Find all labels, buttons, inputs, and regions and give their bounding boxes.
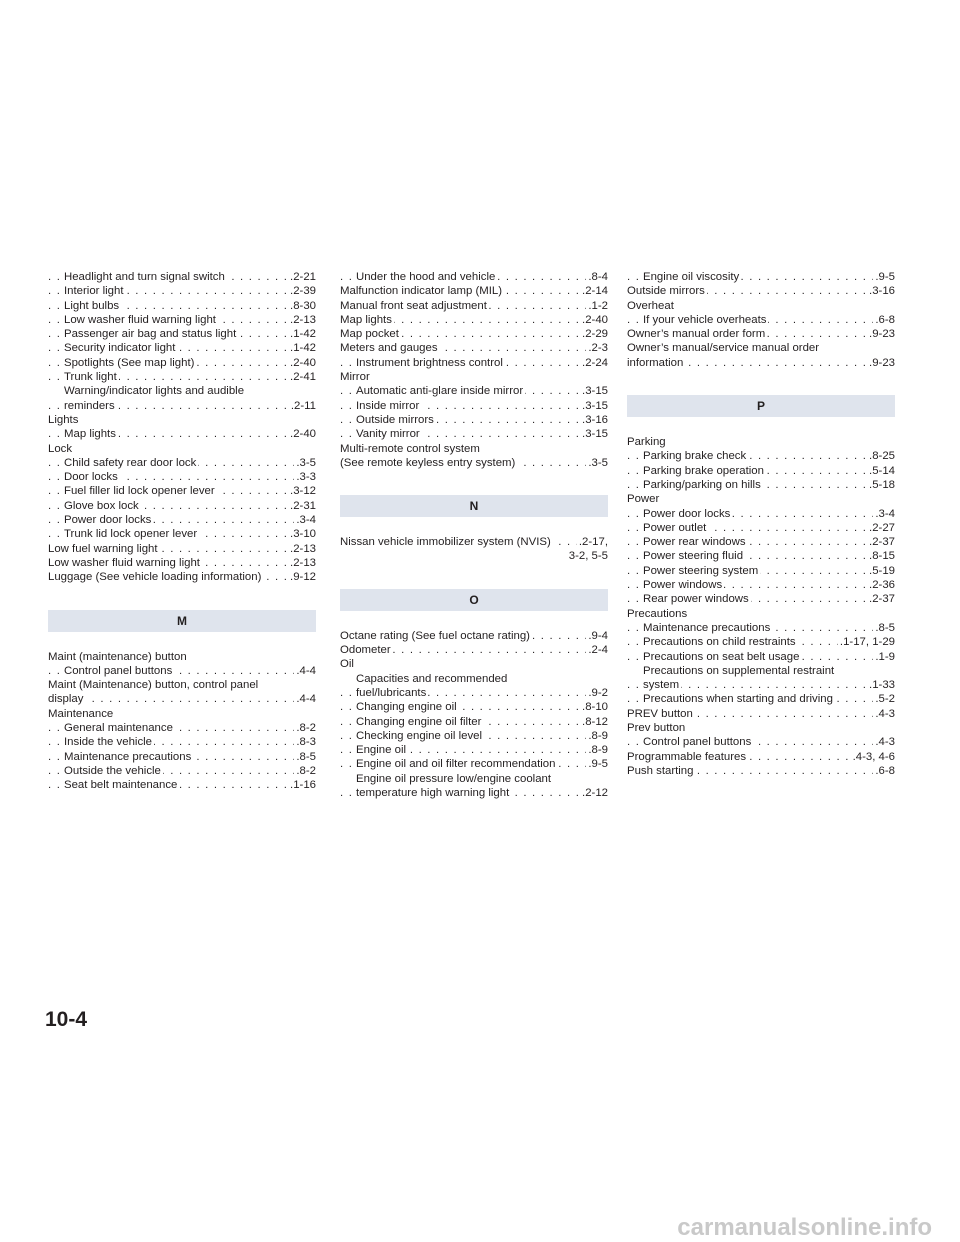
- index-entry: [340, 757, 608, 771]
- index-entry-page: .5-19: [869, 564, 895, 577]
- index-entry-text: Parking brake operation: [643, 464, 764, 477]
- index-entry-page: .2-3: [588, 342, 608, 355]
- index-entry-text: Maintenance precautions: [643, 621, 771, 634]
- index-entry-text: display: [48, 693, 84, 706]
- index-entry: [48, 484, 316, 498]
- index-entry: [627, 764, 895, 778]
- index-entry: [340, 341, 608, 355]
- index-entry-text: Map lights: [64, 428, 116, 441]
- index-entry-page: .2-17,: [578, 536, 608, 549]
- index-entry: [48, 341, 316, 355]
- index-entry-page: .4-3: [875, 707, 895, 720]
- index-entry: [627, 678, 895, 692]
- index-entry-page: .9-23: [869, 328, 895, 341]
- index-entry-page: .8-25: [869, 450, 895, 463]
- index-entry: [340, 686, 608, 700]
- index-entry: [340, 715, 608, 729]
- index-heading: Maint (Maintenance) button, control panel: [48, 679, 259, 692]
- index-entry-text: Programmable features: [627, 750, 747, 763]
- index-entry: [340, 729, 608, 743]
- index-entry: [48, 764, 316, 778]
- index-heading: Warning/indicator lights and audible: [64, 385, 245, 398]
- index-entry: [48, 778, 316, 792]
- index-entry-text: Seat belt maintenance: [64, 779, 178, 792]
- index-entry: [340, 384, 608, 398]
- index-entry-page: .1-9: [875, 650, 895, 663]
- index-entry-page: .3-4: [296, 514, 316, 527]
- index-entry-text: Precautions on seat belt usage: [643, 650, 800, 663]
- index-entry: [340, 327, 608, 341]
- index-entry-text: Engine oil: [356, 744, 407, 757]
- index-entry-page: .8-5: [296, 750, 316, 763]
- index-entry-text: (See remote keyless entry system): [340, 456, 516, 469]
- index-entry: [627, 284, 895, 298]
- index-entry-page: .6-8: [875, 313, 895, 326]
- index-heading: Parking: [627, 436, 666, 449]
- index-entry-text: Power door locks: [643, 507, 731, 520]
- index-entry: [48, 735, 316, 749]
- index-entry: [48, 750, 316, 764]
- index-entry-page: .3-10: [290, 528, 316, 541]
- index-entry-text: Power windows: [643, 579, 723, 592]
- index-entry: [340, 413, 608, 427]
- index-entry-text: Vanity mirror: [356, 428, 420, 441]
- index-entry-text: Push starting: [627, 764, 694, 777]
- index-entry: [48, 313, 316, 327]
- index-heading: Owner’s manual/service manual order: [627, 342, 820, 355]
- index-entry-page: .2-13: [290, 542, 316, 555]
- index-entry: [48, 356, 316, 370]
- index-entry-text: Control panel buttons: [64, 664, 173, 677]
- index-heading: Capacities and recommended: [356, 672, 508, 685]
- index-heading: Oil: [340, 658, 354, 671]
- index-entry: [627, 327, 895, 341]
- index-entry-text: Security indicator light: [64, 342, 176, 355]
- index-entry: [48, 664, 316, 678]
- index-heading: Precautions on supplemental restraint: [643, 664, 835, 677]
- index-entry-page: .9-12: [290, 571, 316, 584]
- index-heading: Precautions: [627, 607, 688, 620]
- index-entry-page-continuation: 3-2, 5-5: [568, 550, 608, 563]
- index-entry-text: Child safety rear door lock: [64, 456, 197, 469]
- index-entry-text: If your vehicle overheats: [643, 313, 767, 326]
- index-entry-page: .3-5: [296, 456, 316, 469]
- index-entry-page: .8-2: [296, 722, 316, 735]
- index-entry-text: Luggage (See vehicle loading information): [48, 571, 262, 584]
- index-entry-page: .2-39: [290, 285, 316, 298]
- index-entry: [48, 284, 316, 298]
- index-entry-page: .2-37: [869, 593, 895, 606]
- index-entry-page: .2-40: [582, 313, 608, 326]
- index-entry: [627, 535, 895, 549]
- index-entry-text: PREV button: [627, 707, 693, 720]
- index-entry-text: temperature high warning light: [356, 787, 510, 800]
- index-entry-text: Precautions when starting and driving: [643, 693, 833, 706]
- index-entry-page: .2-21: [290, 271, 316, 283]
- index-entry-page: .8-30: [290, 299, 316, 312]
- index-entry: [340, 743, 608, 757]
- index-entry: [627, 621, 895, 635]
- index-entry-text: Trunk lid lock opener lever: [64, 528, 198, 541]
- index-entry-page: .2-12: [582, 787, 608, 800]
- index-entry: [48, 427, 316, 441]
- index-entry-page: .5-2: [875, 693, 895, 706]
- index-entry-page: .2-29: [582, 328, 608, 341]
- index-heading: Lights: [48, 413, 79, 426]
- index-entry: [627, 356, 895, 370]
- index-entry-text: Inside mirror: [356, 399, 420, 412]
- index-entry-page: .5-14: [869, 464, 895, 477]
- index-entry-text: Meters and gauges: [340, 342, 438, 355]
- index-entry-page: .1-16: [290, 779, 316, 792]
- index-heading: Engine oil pressure low/engine coolant: [356, 772, 552, 785]
- index-entry-text: Changing engine oil filter: [356, 715, 482, 728]
- index-entry-page: .2-31: [290, 499, 316, 512]
- index-entry: [627, 478, 895, 492]
- index-entry: [627, 270, 895, 284]
- section-letter-header: P: [627, 395, 895, 417]
- index-entry: [627, 592, 895, 606]
- index-entry: [340, 643, 608, 657]
- index-entry: [340, 535, 608, 549]
- index-entry-page: .2-14: [582, 285, 608, 298]
- index-entry-text: Power steering system: [643, 564, 759, 577]
- index-entry-text: Outside the vehicle: [64, 764, 161, 777]
- index-entry-text: Octane rating (See fuel octane rating): [340, 629, 530, 642]
- index-entry-text: Nissan vehicle immobilizer system (NVIS): [340, 536, 551, 549]
- index-entry-page: .1-2: [588, 299, 608, 312]
- index-entry-page: .2-27: [869, 521, 895, 534]
- index-heading: Mirror: [340, 371, 370, 384]
- index-entry: [48, 299, 316, 313]
- index-entry-page: .9-5: [588, 758, 608, 771]
- index-entry-text: Low washer fluid warning light: [64, 313, 216, 326]
- index-entry: [48, 542, 316, 556]
- index-entry: [627, 449, 895, 463]
- index-entry-page: .8-9: [588, 744, 608, 757]
- index-entry-text: Power outlet: [643, 521, 707, 534]
- index-entry-page: .8-15: [869, 550, 895, 563]
- index-entry-page: .9-5: [875, 271, 895, 283]
- index-entry-text: Fuel filler lid lock opener lever: [64, 485, 215, 498]
- index-entry: [340, 786, 608, 800]
- index-entry-page: .1-33: [869, 679, 895, 692]
- index-entry: [48, 470, 316, 484]
- index-entry-page: .3-12: [290, 485, 316, 498]
- index-entry-page: .8-2: [296, 764, 316, 777]
- index-entry-page: .4-3: [875, 736, 895, 749]
- index-entry-page: .3-16: [869, 285, 895, 298]
- index-entry: [627, 464, 895, 478]
- index-entry-text: Door locks: [64, 471, 118, 484]
- section-letter-header: O: [340, 589, 608, 611]
- index-entry-page: .8-3: [296, 736, 316, 749]
- index-entry-page: .1-42: [290, 328, 316, 341]
- index-entry-text: Parking/parking on hills: [643, 478, 761, 491]
- index-entry: [627, 549, 895, 563]
- index-entry-text: Parking brake check: [643, 450, 747, 463]
- index-heading: Prev button: [627, 722, 686, 735]
- index-entry-text: Spotlights (See map light): [64, 356, 195, 369]
- index-entry: [627, 650, 895, 664]
- index-entry-text: Glove box lock: [64, 499, 139, 512]
- index-entry-text: Under the hood and vehicle: [356, 271, 496, 283]
- index-entry: [48, 556, 316, 570]
- index-entry-text: Rear power windows: [643, 593, 749, 606]
- index-entry-page: .4-4: [296, 664, 316, 677]
- index-column-1: [48, 270, 316, 793]
- index-entry-page: .2-24: [582, 356, 608, 369]
- index-entry-page: .2-37: [869, 536, 895, 549]
- index-entry-text: Power rear windows: [643, 536, 746, 549]
- index-entry-page: .5-18: [869, 478, 895, 491]
- index-entry-text: Changing engine oil: [356, 701, 457, 714]
- index-entry-text: system: [643, 679, 680, 692]
- index-entry-page: .2-13: [290, 313, 316, 326]
- index-entry-page: .3-4: [875, 507, 895, 520]
- index-column-3: [627, 270, 895, 778]
- index-entry-text: Maintenance precautions: [64, 750, 192, 763]
- index-entry: [627, 707, 895, 721]
- index-entry-page: .3-16: [582, 413, 608, 426]
- index-entry-text: fuel/lubricants: [356, 686, 427, 699]
- index-entry: [340, 399, 608, 413]
- index-heading: Maint (maintenance) button: [48, 650, 187, 663]
- index-heading: Overheat: [627, 299, 674, 312]
- index-entry-page: .4-4: [296, 693, 316, 706]
- index-entry-page: .3-3: [296, 471, 316, 484]
- index-entry: [627, 578, 895, 592]
- index-entry-text: Low fuel warning light: [48, 542, 158, 555]
- index-heading: Lock: [48, 442, 73, 455]
- index-entry-text: Engine oil viscosity: [643, 271, 740, 283]
- index-entry-page: .6-8: [875, 764, 895, 777]
- index-entry-text: Low washer fluid warning light: [48, 556, 200, 569]
- index-entry-page: .8-12: [582, 715, 608, 728]
- index-entry-text: Malfunction indicator lamp (MIL): [340, 285, 503, 298]
- index-entry: [340, 313, 608, 327]
- index-entry: [340, 284, 608, 298]
- index-entry-page: .2-40: [290, 356, 316, 369]
- index-entry: [627, 692, 895, 706]
- index-entry-text: Power door locks: [64, 514, 152, 527]
- index-entry: [48, 270, 316, 284]
- index-entry: [48, 570, 316, 584]
- section-letter-header: M: [48, 610, 316, 632]
- index-entry: [48, 527, 316, 541]
- index-entry-page: .2-41: [290, 371, 316, 384]
- index-entry: [340, 270, 608, 284]
- index-entry-page: .2-36: [869, 579, 895, 592]
- index-entry-text: Precautions on child restraints: [643, 636, 796, 649]
- index-entry-page: .1-17, 1-29: [839, 636, 895, 649]
- index-entry-page: .9-23: [869, 356, 895, 369]
- index-entry-text: Interior light: [64, 285, 124, 298]
- index-entry-page: .3-5: [588, 456, 608, 469]
- index-entry-text: Passenger air bag and status light: [64, 328, 237, 341]
- index-entry-text: Light bulbs: [64, 299, 120, 312]
- index-entry: [340, 356, 608, 370]
- index-entry-page: .2-40: [290, 428, 316, 441]
- index-heading: Maintenance: [48, 707, 114, 720]
- index-entry-text: General maintenance: [64, 722, 173, 735]
- index-entry-text: Instrument brightness control: [356, 356, 503, 369]
- section-letter-header: N: [340, 495, 608, 517]
- index-entry-text: reminders: [64, 399, 115, 412]
- index-column-2: [340, 270, 608, 800]
- index-heading: Power: [627, 493, 660, 506]
- index-entry: [48, 692, 316, 706]
- index-heading: Multi-remote control system: [340, 442, 480, 455]
- index-entry-page: .2-13: [290, 556, 316, 569]
- watermark: carmanualsonline.info: [677, 1214, 932, 1241]
- index-entry: [627, 735, 895, 749]
- index-entry-text: Map pocket: [340, 328, 399, 341]
- index-entry-text: Manual front seat adjustment: [340, 299, 487, 312]
- index-entry-text: Engine oil and oil filter recommendation: [356, 758, 556, 771]
- index-entry-text: information: [627, 356, 684, 369]
- index-entry-text: Trunk light: [64, 371, 117, 384]
- index-entry-text: Automatic anti-glare inside mirror: [356, 385, 524, 398]
- index-entry-page: .3-15: [582, 385, 608, 398]
- index-entry-page: .9-4: [588, 629, 608, 642]
- index-entry: [627, 313, 895, 327]
- index-entry: [48, 499, 316, 513]
- index-entry-text: Headlight and turn signal switch: [64, 271, 225, 283]
- index-entry-page: .3-15: [582, 399, 608, 412]
- index-entry-page: .4-3, 4-6: [852, 750, 895, 763]
- index-entry: [48, 513, 316, 527]
- index-entry-page: .1-42: [290, 342, 316, 355]
- index-entry-text: Control panel buttons: [643, 736, 752, 749]
- index-entry-text: Map lights: [340, 313, 392, 326]
- index-entry-text: Outside mirrors: [356, 413, 434, 426]
- index-entry: [48, 399, 316, 413]
- page-number: 10-4: [45, 1008, 88, 1031]
- index-entry: [48, 370, 316, 384]
- index-entry: [340, 427, 608, 441]
- index-entry: [340, 299, 608, 313]
- index-entry-page: .2-11: [290, 399, 316, 412]
- index-entry-text: Odometer: [340, 644, 391, 657]
- index-entry-text: Power steering fluid: [643, 550, 744, 563]
- index-entry-text: Checking engine oil level: [356, 729, 483, 742]
- index-entry-page: .8-9: [588, 729, 608, 742]
- index-entry: [340, 456, 608, 470]
- index-entry: [48, 327, 316, 341]
- index-entry: [340, 700, 608, 714]
- index-entry-text: Owner’s manual order form: [627, 328, 766, 341]
- index-entry: [627, 521, 895, 535]
- index-entry: [627, 507, 895, 521]
- index-entry-text: Outside mirrors: [627, 285, 705, 298]
- index-entry-page: .8-4: [588, 271, 608, 283]
- index-entry: [48, 456, 316, 470]
- index-entry: [627, 564, 895, 578]
- index-entry-text: Inside the vehicle: [64, 736, 153, 749]
- index-entry-page: .3-15: [582, 428, 608, 441]
- index-entry-page: .8-10: [582, 701, 608, 714]
- index-entry: [627, 635, 895, 649]
- index-entry-page: .9-2: [588, 686, 608, 699]
- index-entry-page: .8-5: [875, 621, 895, 634]
- index-entry-page: .2-4: [588, 644, 608, 657]
- index-entry: [627, 750, 895, 764]
- index-entry: [48, 721, 316, 735]
- index-entry: [340, 629, 608, 643]
